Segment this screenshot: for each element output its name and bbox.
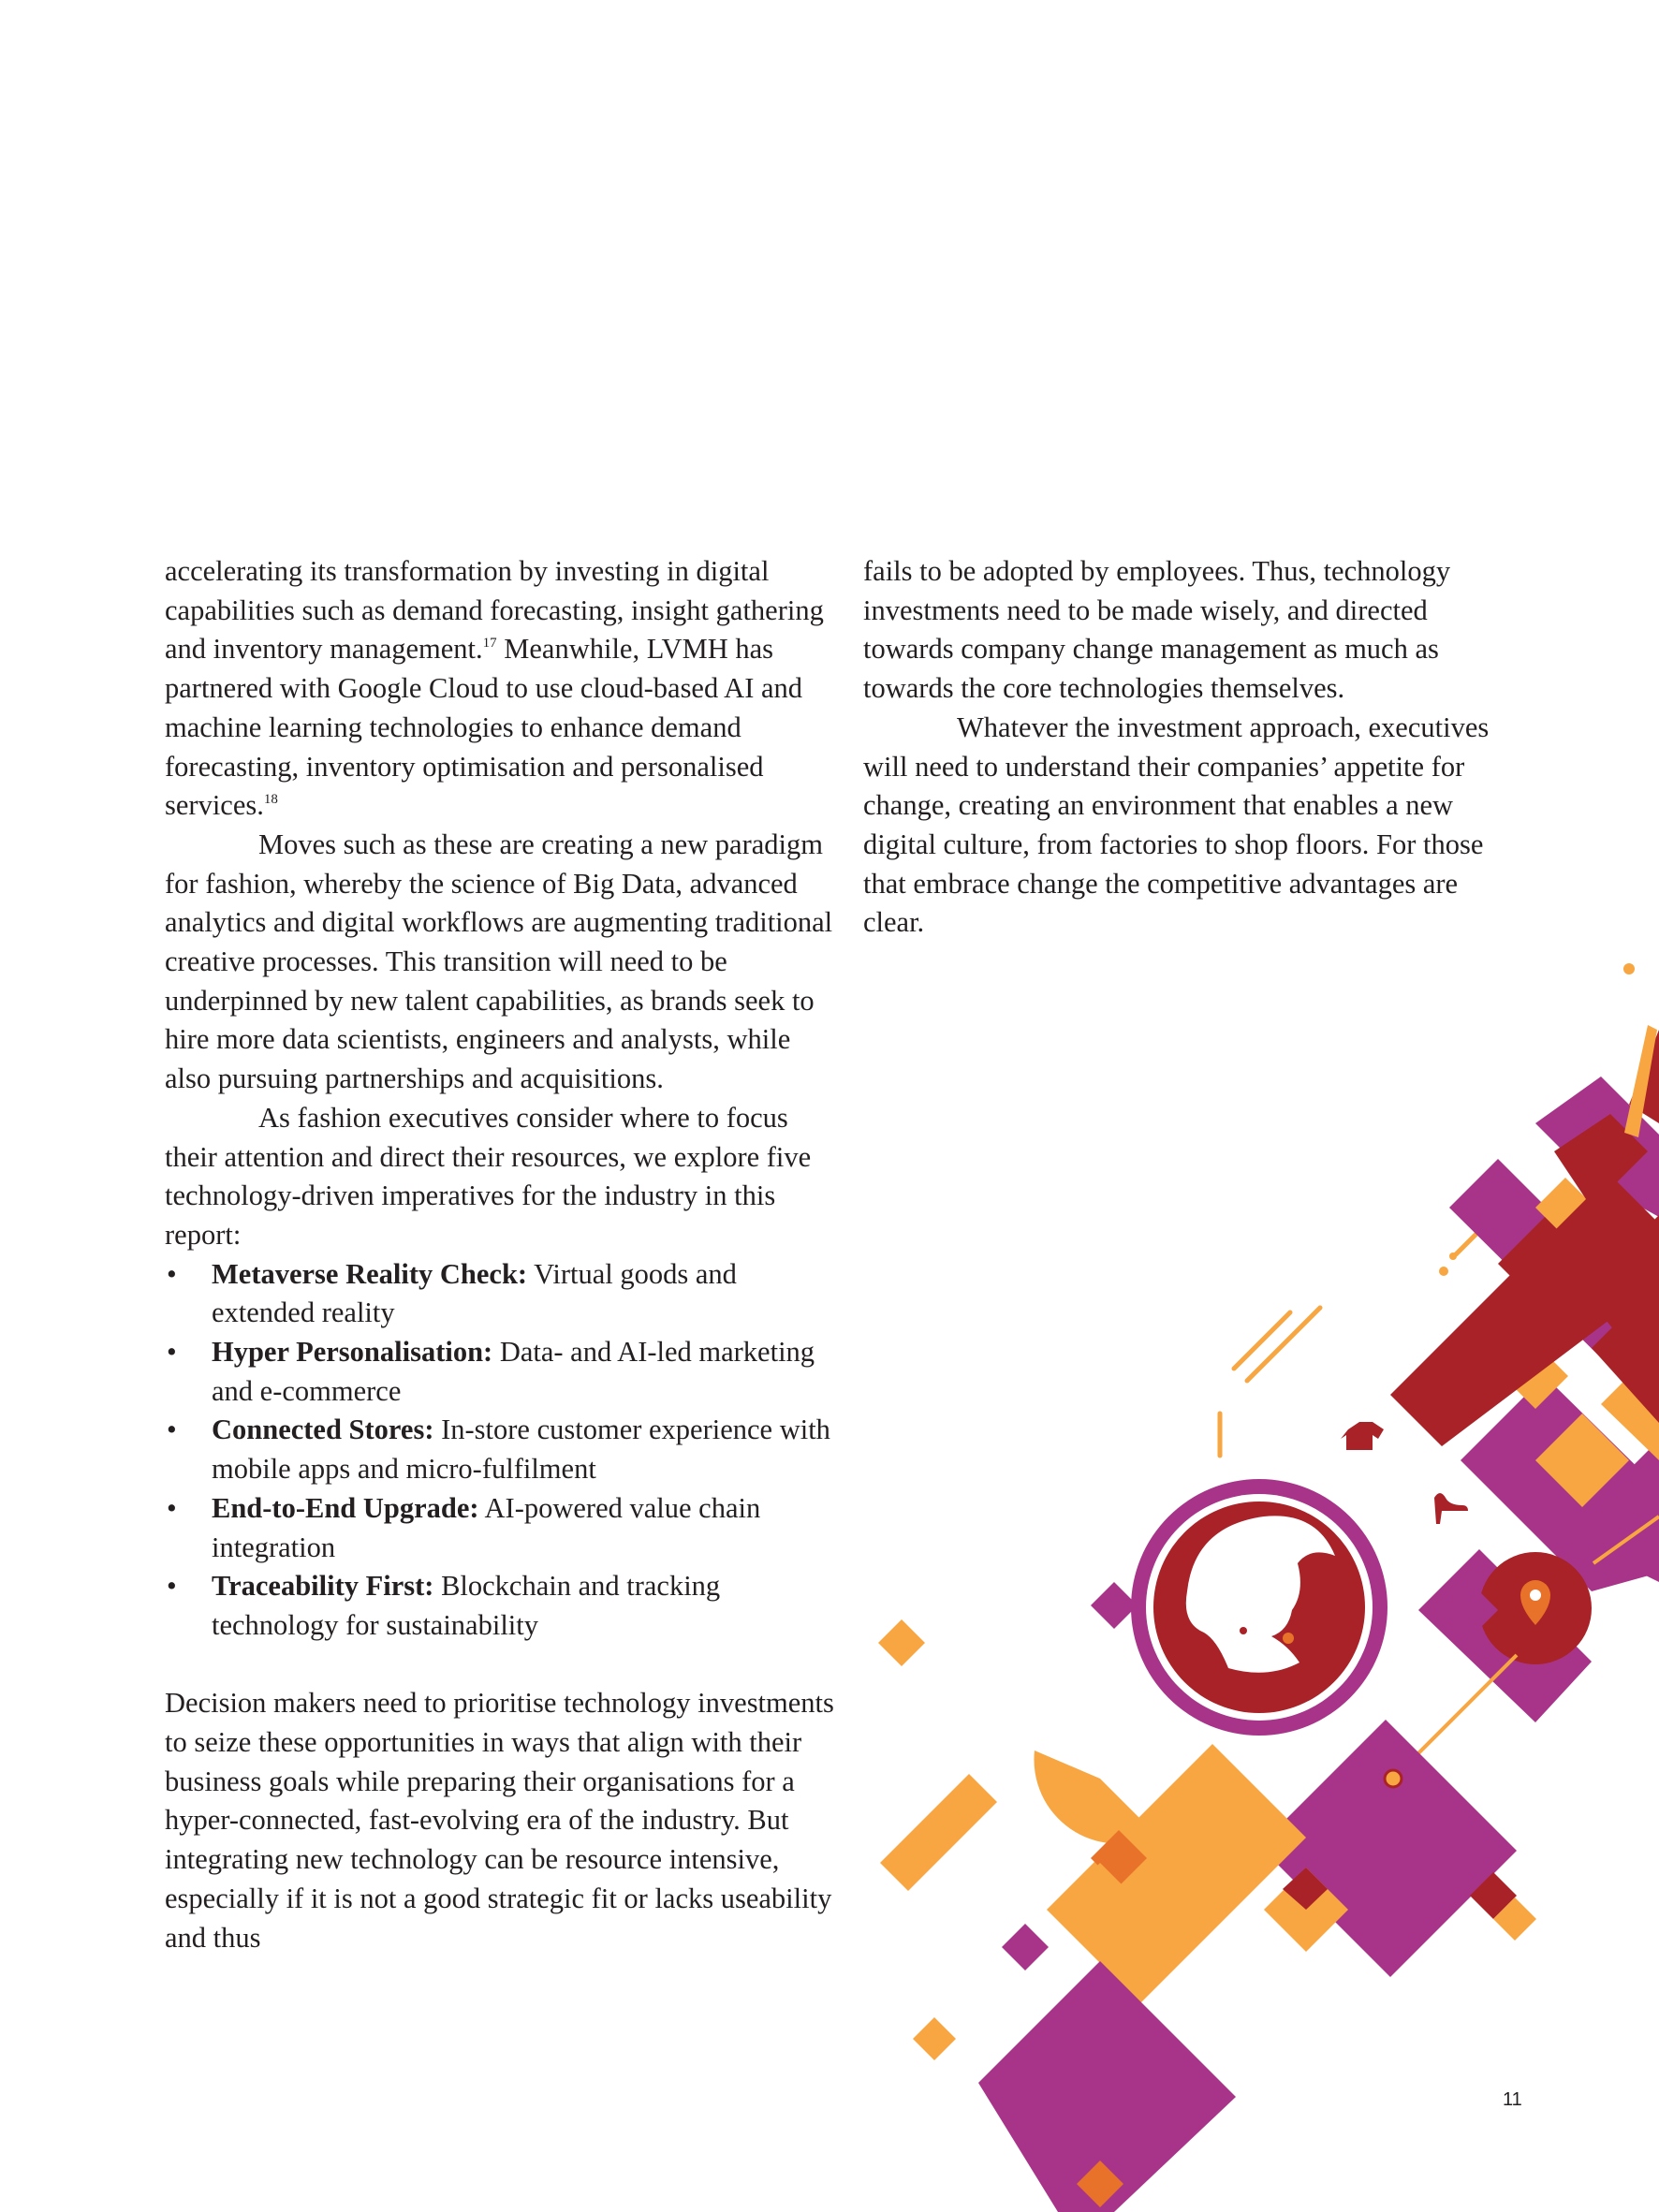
footnote-ref-18[interactable]: 18 <box>263 792 278 808</box>
list-item <box>165 1411 834 1488</box>
purple-diamond <box>1091 1582 1138 1629</box>
shoe-icon <box>1434 1493 1468 1524</box>
orange-diamond <box>913 2017 956 2060</box>
list-item <box>165 1489 834 1567</box>
list-item-text: Virtual goods and extended reality <box>212 1257 737 1329</box>
right-text-column <box>863 552 1519 943</box>
list-item <box>165 1567 834 1645</box>
right-paragraph-1: fails to be adopted by employees. Thus, technology investments need to be made wisely, and directed towards company change management as much as towards the core technologies themselves. <box>863 555 1451 705</box>
list-item-text: Blockchain and tracking technology for sustainability <box>212 1570 721 1641</box>
purple-diamond <box>1002 1924 1049 1970</box>
spark-dot <box>1623 963 1635 974</box>
footnote-ref-17[interactable]: 17 <box>482 636 497 652</box>
spark-dot <box>1439 1267 1448 1276</box>
list-item-term: Connected Stores: <box>212 1414 434 1446</box>
imperatives-list <box>165 1255 834 1646</box>
list-item-term: End-to-End Upgrade: <box>212 1491 479 1524</box>
page-number: 11 <box>1503 2089 1522 2110</box>
spark-dot <box>1449 1252 1457 1260</box>
shirt-icon <box>1341 1422 1384 1450</box>
bullet-dot: • <box>167 1257 177 1290</box>
list-item-term: Hyper Personalisation: <box>212 1336 493 1369</box>
list-item-text: In-store customer experience with mobile apps and micro-fulfilment <box>212 1414 830 1486</box>
node-dot <box>1385 1770 1402 1787</box>
bullet-dot: • <box>167 1414 177 1446</box>
orange-diamond <box>878 1619 925 1666</box>
orange-half-circle <box>1034 1751 1156 1844</box>
bullet-dot: • <box>167 1336 177 1369</box>
left-paragraph-2: Moves such as these are creating a new paradigm for fashion, whereby the science of Big Data, advanced analytics and digital workflows are augmenting traditional creative processes. This transition will need to be underpinned by new talent capabilities, as brands seek to hire more data scientists, engineers and analysts, while also pursuing partnerships and acquisitions. <box>165 828 833 1095</box>
list-item-text: AI-powered value chain integration <box>212 1491 761 1563</box>
portrait-circle <box>1131 1479 1387 1736</box>
left-paragraph-1-part-a: accelerating its transformation by investing in digital capabilities such as demand forecasting, insight gathering and inventory management. <box>165 555 824 666</box>
list-item-text: Data- and AI-led marketing and e-commerce <box>212 1336 815 1407</box>
bullet-dot: • <box>167 1491 177 1524</box>
left-paragraph-4: Decision makers need to prioritise technology investments to seize these opportunities in ways that align with their business goals while preparing their organisations for a hyper-connected, fast-evolving era of the industry. But integrating new technology can be resource intensive, especially if it is not a good strategic fit or lacks useability and thus <box>165 1687 834 1954</box>
list-item <box>165 1255 834 1333</box>
left-paragraph-3: As fashion executives consider where to focus their attention and direct their resources, we explore five technology-driven imperatives for the industry in this report: <box>165 1101 812 1251</box>
bullet-dot: • <box>167 1570 177 1603</box>
orange-bar <box>880 1774 997 1891</box>
left-text-column <box>165 552 834 1957</box>
paragraph-spacer <box>165 1646 834 1685</box>
list-item-term: Metaverse Reality Check: <box>212 1257 528 1290</box>
left-paragraph-1-part-b: Meanwhile, LVMH has partnered with Google Cloud to use cloud-based AI and machine learning technologies to enhance demand forecasting, inventory optimisation and personalised services. <box>165 633 803 822</box>
right-paragraph-2: Whatever the investment approach, executives will need to understand their companies’ appetite for change, creating an environment that enables a new digital culture, from factories to shop floors. For those that embrace change the competitive advantages are clear. <box>863 710 1490 939</box>
left-paragraph-1 <box>165 552 834 826</box>
list-item <box>165 1333 834 1411</box>
decorative-illustration <box>824 936 1659 2212</box>
list-item-term: Traceability First: <box>212 1570 434 1603</box>
